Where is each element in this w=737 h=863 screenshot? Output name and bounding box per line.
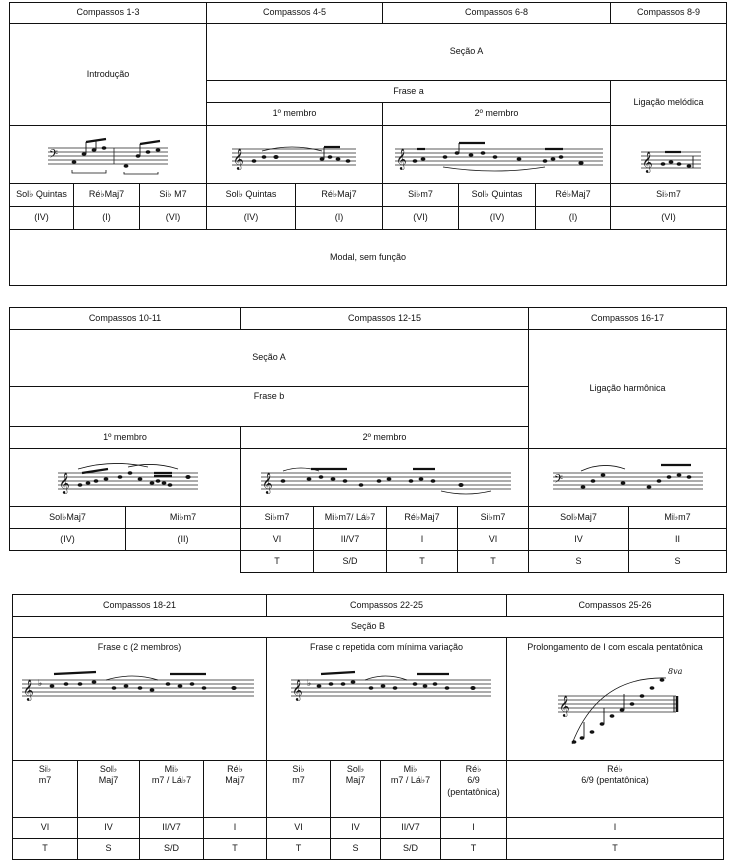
t2-degree-7: IV xyxy=(528,528,629,551)
t1-header-4: Compassos 8-9 xyxy=(610,2,727,24)
t1-degree-3: (VI) xyxy=(139,206,207,230)
t1-degree-2: (I) xyxy=(73,206,140,230)
t1-chord-4: Sol♭ Quintas xyxy=(206,183,296,207)
score-frase-b-m2-image xyxy=(261,461,511,501)
svg-text:𝄢: 𝄢 xyxy=(49,148,59,164)
t1-score-m1 xyxy=(206,125,383,184)
t3-chord-5: Si♭ m7 xyxy=(266,760,331,818)
t1-chord-8: Ré♭Maj7 xyxy=(535,183,611,207)
t3-function-9: T xyxy=(506,838,724,860)
t1-introducao: Introdução xyxy=(9,23,207,126)
t3-frase-c-label: Frase c (2 membros) xyxy=(97,642,182,652)
t1-degree-9: (VI) xyxy=(610,206,727,230)
t1-ligacao-melodica: Ligação melódica xyxy=(610,80,727,126)
t3-chord-4: Ré♭ Maj7 xyxy=(203,760,267,818)
t3-degree-2: IV xyxy=(77,817,140,839)
t2-function-5: S xyxy=(528,550,629,573)
t2-degree-1: (IV) xyxy=(9,528,126,551)
t3-function-1: T xyxy=(12,838,78,860)
t2-chord-6: Si♭m7 xyxy=(457,506,529,529)
t2-function-1: T xyxy=(240,550,314,573)
t1-degree-1: (IV) xyxy=(9,206,74,230)
t3-degree-9: I xyxy=(506,817,724,839)
t3-chord-9: Ré♭ 6/9 (pentatônica) xyxy=(506,760,724,818)
t2-ligacao-harmonica: Ligação harmônica xyxy=(528,329,727,449)
t2-degree-8: II xyxy=(628,528,727,551)
svg-text:𝄞: 𝄞 xyxy=(642,152,653,173)
t3-frase-c-repetida-label: Frase c repetida com mínima variação xyxy=(309,642,464,652)
t2-function-6: S xyxy=(628,550,727,573)
svg-text:𝄞: 𝄞 xyxy=(559,696,570,717)
svg-text:♭: ♭ xyxy=(38,679,43,689)
t1-score-intro xyxy=(9,125,207,184)
t1-chord-7: Sol♭ Quintas xyxy=(458,183,536,207)
t3-chord-2: Sol♭ Maj7 xyxy=(77,760,140,818)
score-ligacao-harmonica-image xyxy=(553,459,703,499)
t3-function-8: T xyxy=(440,838,507,860)
t2-membro-1: 1º membro xyxy=(9,426,241,449)
t3-degree-5: VI xyxy=(266,817,331,839)
ottava-mark: 8va xyxy=(668,667,683,676)
t2-chord-5: Ré♭Maj7 xyxy=(386,506,458,529)
t1-header-1: Compassos 1-3 xyxy=(9,2,207,24)
t2-chord-3: Si♭m7 xyxy=(240,506,314,529)
t3-chord-3: Mi♭ m7 / Lá♭7 xyxy=(139,760,204,818)
t3-function-7: S/D xyxy=(380,838,441,860)
svg-text:𝄞: 𝄞 xyxy=(396,149,407,170)
t2-degree-5: I xyxy=(386,528,458,551)
t3-secao-b: Seção B xyxy=(12,616,724,638)
t2-degree-4: II/V7 xyxy=(313,528,387,551)
svg-text:𝄢: 𝄢 xyxy=(554,473,564,489)
t2-score-lig xyxy=(528,448,727,507)
t3-degree-6: IV xyxy=(330,817,381,839)
svg-text:𝄞: 𝄞 xyxy=(262,473,273,494)
t1-degree-4: (IV) xyxy=(206,206,296,230)
svg-text:𝄞: 𝄞 xyxy=(23,680,34,701)
t1-degree-6: (VI) xyxy=(382,206,459,230)
t1-secao-a: Seção A xyxy=(206,23,727,81)
t3-chord-6: Sol♭ Maj7 xyxy=(330,760,381,818)
t3-function-4: T xyxy=(203,838,267,860)
t2-secao-a: Seção A xyxy=(9,329,529,387)
t1-score-m2 xyxy=(382,125,611,184)
t1-score-lig xyxy=(610,125,727,184)
t3-chord-7: Mi♭ m7 / Lá♭7 xyxy=(380,760,441,818)
t2-chord-4: Mi♭m7/ Lá♭7 xyxy=(313,506,387,529)
t3-degree-1: VI xyxy=(12,817,78,839)
t3-degree-7: II/V7 xyxy=(380,817,441,839)
t2-frase-b: Frase b xyxy=(9,386,529,427)
svg-text:𝄞: 𝄞 xyxy=(233,149,244,170)
t3-degree-4: I xyxy=(203,817,267,839)
t2-header-1: Compassos 10-11 xyxy=(9,307,241,330)
t1-chord-1: Sol♭ Quintas xyxy=(9,183,74,207)
t2-score-m2 xyxy=(240,448,529,507)
t1-chord-2: Ré♭Maj7 xyxy=(73,183,140,207)
score-frase-a-m1-image xyxy=(232,139,356,173)
svg-text:♭: ♭ xyxy=(307,679,312,689)
score-frase-c-repetida-image xyxy=(291,670,491,706)
t1-modal-function: Modal, sem função xyxy=(9,229,727,286)
t3-degree-8: I xyxy=(440,817,507,839)
t2-function-2: S/D xyxy=(313,550,387,573)
t2-chord-1: Sol♭Maj7 xyxy=(9,506,126,529)
t1-frase-a: Frase a xyxy=(206,80,611,103)
t1-membro-1: 1º membro xyxy=(206,102,383,126)
score-pentatonica-image xyxy=(558,666,708,750)
t1-degree-8: (I) xyxy=(535,206,611,230)
t1-chord-5: Ré♭Maj7 xyxy=(295,183,383,207)
t1-chord-6: Si♭m7 xyxy=(382,183,459,207)
t3-header-3: Compassos 25-26 xyxy=(506,594,724,617)
t2-degree-6: VI xyxy=(457,528,529,551)
t1-chord-9: Si♭m7 xyxy=(610,183,727,207)
score-ligacao-melodica-image xyxy=(641,142,701,176)
t1-degree-5: (I) xyxy=(295,206,383,230)
t3-chord-1: Si♭ m7 xyxy=(12,760,78,818)
score-frase-a-m2-image xyxy=(395,139,603,175)
t3-function-6: S xyxy=(330,838,381,860)
score-intro-image xyxy=(48,136,168,176)
t1-degree-7: (IV) xyxy=(458,206,536,230)
t2-function-3: T xyxy=(386,550,458,573)
t2-header-3: Compassos 16-17 xyxy=(528,307,727,330)
score-frase-b-m1-image xyxy=(58,459,198,499)
t2-chord-2: Mi♭m7 xyxy=(125,506,241,529)
svg-text:𝄞: 𝄞 xyxy=(59,473,70,494)
t2-degree-2: (II) xyxy=(125,528,241,551)
t2-function-4: T xyxy=(457,550,529,573)
t2-chord-7: Sol♭Maj7 xyxy=(528,506,629,529)
t2-score-m1 xyxy=(9,448,241,507)
t2-chord-8: Mi♭m7 xyxy=(628,506,727,529)
t3-header-2: Compassos 22-25 xyxy=(266,594,507,617)
t1-chord-3: Si♭ M7 xyxy=(139,183,207,207)
score-frase-c-image xyxy=(22,670,254,706)
t3-degree-3: II/V7 xyxy=(139,817,204,839)
t2-header-2: Compassos 12-15 xyxy=(240,307,529,330)
svg-text:𝄞: 𝄞 xyxy=(292,680,303,701)
t1-header-3: Compassos 6-8 xyxy=(382,2,611,24)
t3-header-1: Compassos 18-21 xyxy=(12,594,267,617)
t1-membro-2: 2º membro xyxy=(382,102,611,126)
t3-function-2: S xyxy=(77,838,140,860)
t2-degree-3: VI xyxy=(240,528,314,551)
t3-prolongamento-label: Prolongamento de I com escala pentatônica xyxy=(527,642,703,652)
t1-header-2: Compassos 4-5 xyxy=(206,2,383,24)
t3-function-3: S/D xyxy=(139,838,204,860)
t2-membro-2: 2º membro xyxy=(240,426,529,449)
t3-function-5: T xyxy=(266,838,331,860)
t3-chord-8: Ré♭ 6/9 (pentatônica) xyxy=(440,760,507,818)
